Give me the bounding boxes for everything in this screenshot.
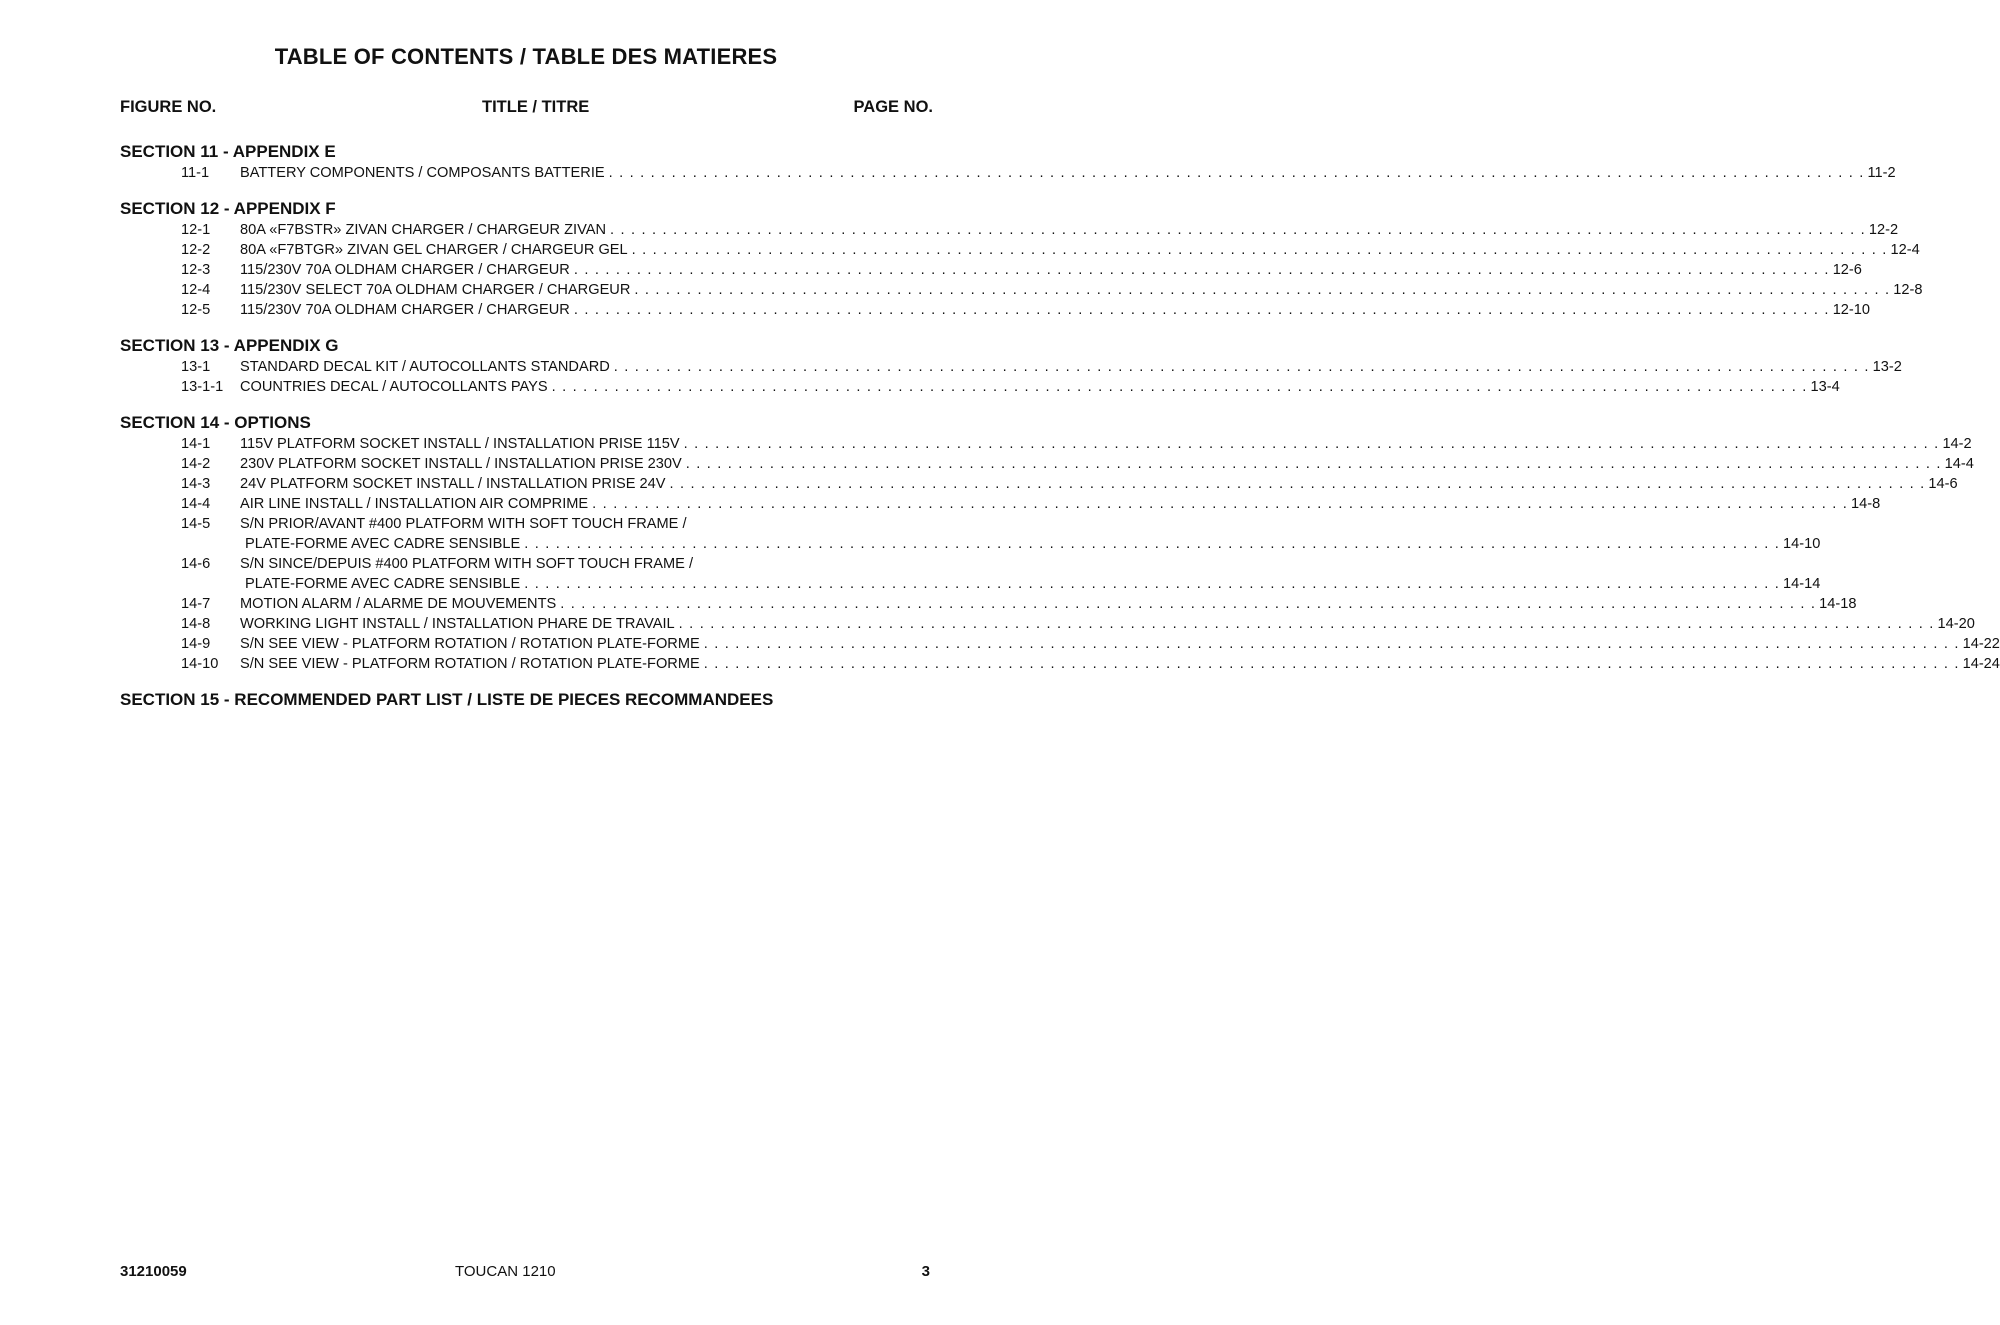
entry-line	[240, 654, 2000, 674]
page-number: 3	[921, 1263, 930, 1280]
entry-page: 12-2	[1868, 222, 1899, 238]
toc-entry[interactable]	[0, 454, 1974, 474]
entry-page: 11-2	[1867, 165, 1896, 181]
entry-title: COUNTRIES DECAL / AUTOCOLLANTS PAYS	[240, 379, 548, 395]
figure-number: 14-9	[181, 636, 211, 652]
toc-section	[0, 335, 1902, 397]
toc-entry[interactable]	[0, 474, 1958, 494]
toc-entry[interactable]	[0, 494, 1881, 514]
toc-entry[interactable]	[0, 554, 1024, 574]
entry-title: S/N SEE VIEW - PLATFORM ROTATION / ROTATION PLATE-FORME	[240, 656, 700, 672]
figure-number: 12-4	[181, 282, 211, 298]
toc-entry[interactable]	[0, 594, 1857, 614]
entry-line	[240, 260, 1862, 280]
entry-page: 12-4	[1890, 242, 1920, 258]
dot-leader: . . . . . . . . . . . . . . . . . . . . . . . . . . . . . . . . . . . . . . . . . . . . . . . . . . . . . . . . . . . . . . . . . . . . . . . . . . . . . . . . . . . . . . . . . . . . . . . . . . . . . . . . . . . . . . . . . . . . . . . .	[551, 379, 1808, 395]
dot-leader: . . . . . . . . . . . . . . . . . . . . . . . . . . . . . . . . . . . . . . . . . . . . . . . . . . . . . . . . . . . . . . . . . . . . . . . . . . . . . . . . . . . . . . . . . . . . . . . . . . . . . . . . . . . . . . . . . . . . . . . .	[573, 262, 1830, 278]
entry-line	[240, 554, 904, 574]
toc-entry-continuation[interactable]	[0, 574, 1821, 594]
figure-number: 12-5	[181, 302, 211, 318]
dot-leader: . . . . . . . . . . . . . . . . . . . . . . . . . . . . . . . . . . . . . . . . . . . . . . . . . . . . . . . . . . . . . . . . . . . . . . . . . . . . . . . . . . . . . . . . . . . . . . . . . . . . . . . . . . . . . . . . . . . . . . . .	[703, 636, 1960, 652]
entry-line	[240, 220, 1899, 240]
dot-leader: . . . . . . . . . . . . . . . . . . . . . . . . . . . . . . . . . . . . . . . . . . . . . . . . . . . . . . . . . . . . . . . . . . . . . . . . . . . . . . . . . . . . . . . . . . . . . . . . . . . . . . . . . . . . . . . . . . . . . . . .	[703, 656, 1960, 672]
dot-leader: . . . . . . . . . . . . . . . . . . . . . . . . . . . . . . . . . . . . . . . . . . . . . . . . . . . . . . . . . . . . . . . . . . . . . . . . . . . . . . . . . . . . . . . . . . . . . . . . . . . . . . . . . . . . . . . . . . . . . . . .	[524, 576, 1781, 592]
entry-title: 80A «F7BSTR» ZIVAN CHARGER / CHARGEUR ZIVAN	[240, 222, 607, 238]
figure-number: 13-1	[181, 359, 211, 375]
entry-line	[245, 534, 1821, 554]
figure-number: 13-1-1	[181, 379, 224, 395]
dot-leader: . . . . . . . . . . . . . . . . . . . . . . . . . . . . . . . . . . . . . . . . . . . . . . . . . . . . . . . . . . . . . . . . . . . . . . . . . . . . . . . . . . . . . . . . . . . . . . . . . . . . . . . . . . . . . . . . . . . . . . . .	[631, 242, 1888, 258]
section-heading: SECTION 12 - APPENDIX F	[120, 199, 336, 218]
entry-page: 12-6	[1832, 262, 1862, 278]
entry-line	[240, 377, 1840, 397]
dot-leader: . . . . . . . . . . . . . . . . . . . . . . . . . . . . . . . . . . . . . . . . . . . . . . . . . . . . . . . . . . . . . . . . . . . . . . . . . . . . . . . . . . . . . . . . . . . . . . . . . . . . . . . . . . . . . . . . . . . . . . . .	[634, 282, 1891, 298]
dot-leader: . . . . . . . . . . . . . . . . . . . . . . . . . . . . . . . . . . . . . . . . . . . . . . . . . . . . . . . . . . . . . . . . . . . . . . . . . . . . . . . . . . . . . . . . . . . . . . . . . . . . . . . . . . . . . . . . . . . . . . . .	[613, 359, 1870, 375]
entry-line	[240, 280, 1923, 300]
entry-title: MOTION ALARM / ALARME DE MOUVEMENTS	[240, 596, 557, 612]
entry-line	[240, 594, 1857, 614]
dot-leader: . . . . . . . . . . . . . . . . . . . . . . . . . . . . . . . . . . . . . . . . . . . . . . . . . . . . . . . . . . . . . . . . . . . . . . . . . . . . . . . . . . . . . . . . . . . . . . . . . . . . . . . . . . . . . . . . . . . . . . . .	[524, 536, 1781, 552]
entry-line	[240, 474, 1958, 494]
table-of-contents	[0, 141, 2000, 726]
entry-page: 14-22	[1962, 636, 2000, 652]
entry-line	[240, 514, 904, 534]
entry-page: 12-8	[1893, 282, 1923, 298]
entry-title: 115/230V 70A OLDHAM CHARGER / CHARGEUR	[240, 302, 570, 318]
entry-line	[240, 300, 1871, 320]
figure-number: 11-1	[181, 165, 210, 181]
entry-page: 14-14	[1783, 576, 1821, 592]
entry-line	[245, 574, 1821, 594]
entry-page: 12-10	[1832, 302, 1871, 318]
model-name: TOUCAN 1210	[455, 1263, 556, 1280]
entry-page: 14-4	[1944, 456, 1974, 472]
entry-title: 230V PLATFORM SOCKET INSTALL / INSTALLATION PRISE 230V	[240, 456, 682, 472]
dot-leader: . . . . . . . . . . . . . . . . . . . . . . . . . . . . . . . . . . . . . . . . . . . . . . . . . . . . . . . . . . . . . . . . . . . . . . . . . . . . . . . . . . . . . . . . . . . . . . . . . . . . . . . . . . . . . . . . . . . . . . . .	[592, 496, 1849, 512]
toc-entry[interactable]	[0, 654, 2000, 674]
toc-entry-continuation[interactable]	[0, 534, 1821, 554]
dot-leader: . . . . . . . . . . . . . . . . . . . . . . . . . . . . . . . . . . . . . . . . . . . . . . . . . . . . . . . . . . . . . . . . . . . . . . . . . . . . . . . . . . . . . . . . . . . . . . . . . . . . . . . . . . . . . . . . . . . . . . . .	[678, 616, 1935, 632]
toc-entry[interactable]	[0, 357, 1902, 377]
toc-entry[interactable]	[0, 377, 1840, 397]
figure-number: 14-3	[181, 476, 211, 492]
entry-page: 14-2	[1942, 436, 1972, 452]
figure-number: 12-3	[181, 262, 211, 278]
toc-section	[0, 689, 1024, 711]
column-header-figure: FIGURE NO.	[120, 98, 217, 116]
dot-leader: . . . . . . . . . . . . . . . . . . . . . . . . . . . . . . . . . . . . . . . . . . . . . . . . . . . . . . . . . . . . . . . . . . . . . . . . . . . . . . . . . . . . . . . . . . . . . . . . . . . . . . . . . . . . . . . . . . . . . . . .	[610, 222, 1866, 238]
entry-page: 14-18	[1819, 596, 1857, 612]
page-title: TABLE OF CONTENTS / TABLE DES MATIERES	[274, 44, 778, 69]
entry-title: 115/230V 70A OLDHAM CHARGER / CHARGEUR	[240, 262, 570, 278]
entry-title: S/N SEE VIEW - PLATFORM ROTATION / ROTATION PLATE-FORME	[240, 636, 700, 652]
entry-title: 115V PLATFORM SOCKET INSTALL / INSTALLATION PRISE 115V	[240, 436, 680, 452]
entry-page: 14-6	[1928, 476, 1958, 492]
toc-entry[interactable]	[0, 260, 1862, 280]
figure-number: 12-2	[181, 242, 211, 258]
entry-title: 24V PLATFORM SOCKET INSTALL / INSTALLATION PRISE 24V	[240, 476, 666, 492]
entry-line	[240, 454, 1974, 474]
dot-leader: . . . . . . . . . . . . . . . . . . . . . . . . . . . . . . . . . . . . . . . . . . . . . . . . . . . . . . . . . . . . . . . . . . . . . . . . . . . . . . . . . . . . . . . . . . . . . . . . . . . . . . . . . . . . . . . . . . . . . . . .	[608, 165, 1865, 181]
entry-page: 14-8	[1851, 496, 1881, 512]
figure-number: 14-5	[181, 516, 211, 532]
entry-title: STANDARD DECAL KIT / AUTOCOLLANTS STANDARD	[240, 359, 610, 375]
entry-line	[240, 614, 1975, 634]
entry-line	[240, 434, 1972, 454]
entry-line	[240, 163, 1896, 183]
entry-page: 14-24	[1962, 656, 2000, 672]
entry-page: 14-20	[1937, 616, 1975, 632]
entry-line	[240, 494, 1881, 514]
column-header-title: TITLE / TITRE	[482, 98, 590, 116]
dot-leader: . . . . . . . . . . . . . . . . . . . . . . . . . . . . . . . . . . . . . . . . . . . . . . . . . . . . . . . . . . . . . . . . . . . . . . . . . . . . . . . . . . . . . . . . . . . . . . . . . . . . . . . . . . . . . . . . . . . . . . . .	[683, 436, 1940, 452]
entry-title: AIR LINE INSTALL / INSTALLATION AIR COMPRIME	[240, 496, 589, 512]
toc-entry[interactable]	[0, 614, 1975, 634]
dot-leader: . . . . . . . . . . . . . . . . . . . . . . . . . . . . . . . . . . . . . . . . . . . . . . . . . . . . . . . . . . . . . . . . . . . . . . . . . . . . . . . . . . . . . . . . . . . . . . . . . . . . . . . . . . . . . . . . . . . . . . . .	[573, 302, 1830, 318]
section-heading: SECTION 11 - APPENDIX E	[120, 142, 336, 161]
toc-section	[0, 198, 1923, 320]
figure-number: 14-2	[181, 456, 211, 472]
entry-title-continuation: PLATE-FORME AVEC CADRE SENSIBLE	[245, 536, 521, 552]
toc-section	[0, 141, 1896, 183]
toc-section	[0, 412, 2000, 674]
entry-line	[240, 634, 2000, 654]
toc-entry[interactable]	[0, 280, 1923, 300]
entry-line	[240, 357, 1902, 377]
dot-leader: . . . . . . . . . . . . . . . . . . . . . . . . . . . . . . . . . . . . . . . . . . . . . . . . . . . . . . . . . . . . . . . . . . . . . . . . . . . . . . . . . . . . . . . . . . . . . . . . . . . . . . . . . . . . . . . . . . . . . . . .	[685, 456, 1942, 472]
toc-entry[interactable]	[0, 434, 1972, 454]
entry-title: 115/230V SELECT 70A OLDHAM CHARGER / CHARGEUR	[240, 282, 631, 298]
figure-number: 14-1	[181, 436, 211, 452]
toc-entry[interactable]	[0, 163, 1896, 183]
section-heading: SECTION 15 - RECOMMENDED PART LIST / LISTE DE PIECES RECOMMANDEES	[120, 690, 774, 709]
entry-line	[240, 240, 1920, 260]
figure-number: 14-8	[181, 616, 211, 632]
dot-leader: . . . . . . . . . . . . . . . . . . . . . . . . . . . . . . . . . . . . . . . . . . . . . . . . . . . . . . . . . . . . . . . . . . . . . . . . . . . . . . . . . . . . . . . . . . . . . . . . . . . . . . . . . . . . . . . . . . . . . . . .	[560, 596, 1817, 612]
document-number: 31210059	[120, 1263, 187, 1280]
column-header-page: PAGE NO.	[853, 98, 933, 116]
toc-entry[interactable]	[0, 300, 1871, 320]
entry-title-continuation: PLATE-FORME AVEC CADRE SENSIBLE	[245, 576, 521, 592]
entry-title: S/N SINCE/DEPUIS #400 PLATFORM WITH SOFT TOUCH FRAME /	[240, 556, 694, 572]
section-heading: SECTION 14 - OPTIONS	[120, 413, 311, 432]
figure-number: 14-7	[181, 596, 211, 612]
toc-entry[interactable]	[0, 240, 1920, 260]
entry-page: 13-4	[1810, 379, 1840, 395]
entry-page: 14-10	[1783, 536, 1821, 552]
figure-number: 14-10	[181, 656, 219, 672]
entry-page: 13-2	[1872, 359, 1902, 375]
entry-title: BATTERY COMPONENTS / COMPOSANTS BATTERIE	[240, 165, 605, 181]
toc-entry[interactable]	[0, 514, 1024, 534]
dot-leader: . . . . . . . . . . . . . . . . . . . . . . . . . . . . . . . . . . . . . . . . . . . . . . . . . . . . . . . . . . . . . . . . . . . . . . . . . . . . . . . . . . . . . . . . . . . . . . . . . . . . . . . . . . . . . . . . . . . . . . . .	[669, 476, 1926, 492]
figure-number: 14-6	[181, 556, 211, 572]
figure-number: 12-1	[181, 222, 211, 238]
figure-number: 14-4	[181, 496, 211, 512]
toc-entry[interactable]	[0, 634, 2000, 654]
entry-title: WORKING LIGHT INSTALL / INSTALLATION PHARE DE TRAVAIL	[240, 616, 675, 632]
section-heading: SECTION 13 - APPENDIX G	[120, 336, 339, 355]
entry-title: 80A «F7BTGR» ZIVAN GEL CHARGER / CHARGEUR GEL	[240, 242, 628, 258]
entry-title: S/N PRIOR/AVANT #400 PLATFORM WITH SOFT TOUCH FRAME /	[240, 516, 687, 532]
toc-entry[interactable]	[0, 220, 1899, 240]
